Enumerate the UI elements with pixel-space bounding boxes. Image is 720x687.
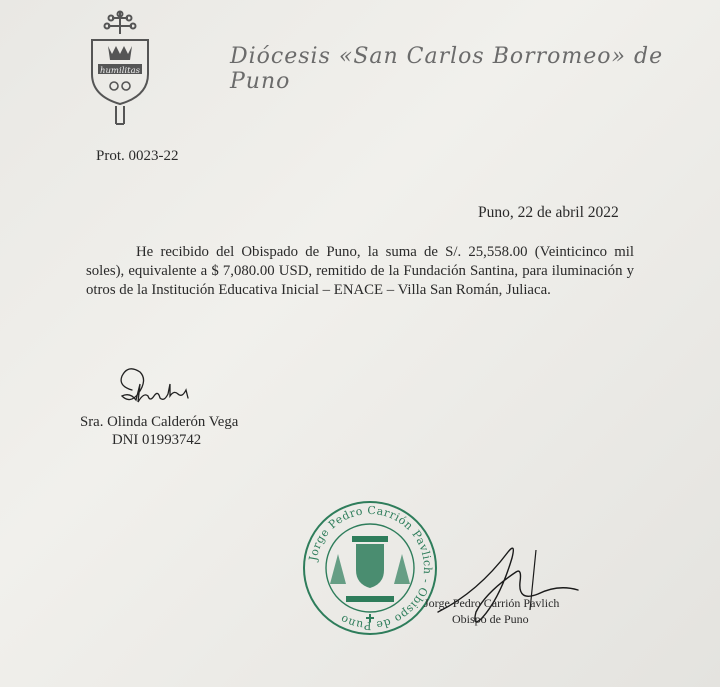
svg-text:humilitas: humilitas bbox=[99, 66, 141, 76]
bishop-name: Jorge Pedro Carrión Pavlich bbox=[424, 596, 560, 610]
svg-text:Jorge Pedro Carrión Pavlich -: Jorge Pedro Carrión Pavlich - Obispo de Puno bbox=[306, 503, 435, 633]
receipt-body: He recibido del Obispado de Puno, la suma de S/. 25,558.00 (Veinticinco mil soles), equivalente a $ 7,080.00 USD, remitido de la Fundación Santina, para iluminación y otros de la Institución Educativa Inicial – ENACE – Villa San Román, Juliaca. bbox=[86, 244, 634, 299]
bishop-role: Obispo de Puno bbox=[452, 612, 529, 626]
recipient-name: Sra. Olinda Calderón Vega bbox=[80, 414, 239, 430]
recipient-signature bbox=[112, 362, 222, 412]
diocese-crest-logo bbox=[84, 10, 156, 130]
protocol-number: Prot. 0023-22 bbox=[96, 148, 179, 164]
diocese-title: Diócesis «San Carlos Borromeo» de Puno bbox=[230, 44, 664, 94]
date-line: Puno, 22 de abril 2022 bbox=[478, 204, 619, 221]
recipient-dni: DNI 01993742 bbox=[112, 432, 202, 448]
